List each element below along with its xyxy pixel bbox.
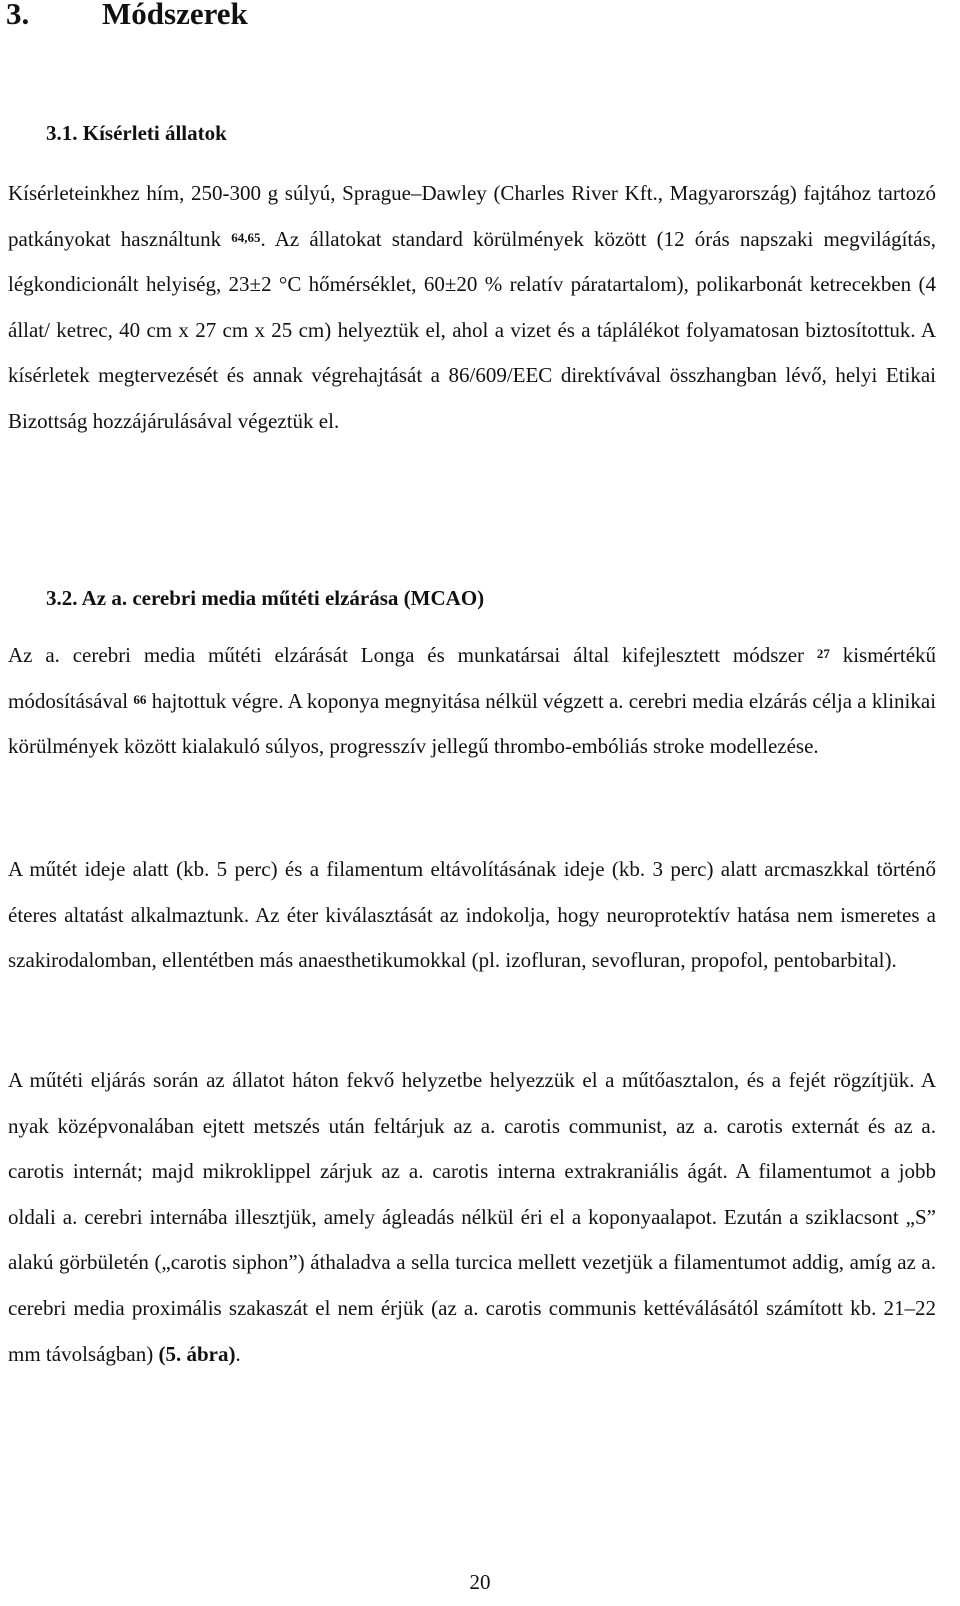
paragraph-text: Kísérleteinkhez hím, 250-300 g súlyú, Sprague–Dawley (Charles River Kft., Magyarország) fajtához tartozó patkányokat használtunk (8, 181, 936, 251)
paragraph-text: hajtottuk végre. A koponya megnyitása nélkül végzett a. cerebri media elzárás célja a klinikai körülmények között kialakuló súlyos, progresszív jellegű thrombo-embóliás stroke modellezése. (8, 688, 937, 759)
citation-reference: 27 (816, 646, 830, 661)
subsection-heading-animals (46, 119, 227, 147)
citation-reference: 66 (133, 691, 147, 707)
paragraph-text: . Az állatokat standard körülmények között (12 órás napszaki megvilágítás, légkondicionált helyiség, 23±2 °C hőmérséklet, 60±20 % relatív páratartalom), polikarbonát ketrecekben (4 állat/ ketrec, 40 cm x 27 cm x 25 cm) helyeztük el, ahol a vizet és a táplálékot folyamatosan biztosítottuk. A kísérletek megtervezését és annak végrehajtását a 86/609/EEC direktívával összhangban lévő, helyi Etikai Bizottság hozzájárulásával végeztük el. (8, 226, 937, 433)
paragraph-text: Az a. cerebri media műtéti elzárását Longa és munkatársai által kifejlesztett módszer (8, 643, 805, 667)
paragraph-text: A műtéti eljárás során az állatot háton fekvő helyzetbe helyezzük el a műtőasztalon, és a fejét rögzítjük. A nyak középvonalában ejtett metszés után feltárjuk az a. carotis communist, az a. carotis externát és az a. carotis internát; majd mikroklippel zárjuk az a. carotis interna extrakraniális ágát. A filamentumot a jobb oldali a. cerebri internába illesztjük, amely ágleadás nélkül éri el a koponyaalapot. Ezután a sziklacsont „S” alakú görbületén („carotis siphon”) áthaladva a sella turcica mellett vezetjük a filamentumot addig, amíg az a. cerebri media proximális szakaszát el nem érjük (az a. carotis communis kettéválásától számított kb. 21–22 mm távolságban) (8, 1068, 936, 1366)
paragraph-mcao-method (8, 633, 936, 770)
paragraph-anaesthesia (8, 847, 936, 984)
subsection-heading-mcao (46, 584, 484, 612)
section-number: 3. (6, 0, 30, 31)
figure-reference: (5. ábra) (158, 1341, 236, 1366)
subsection-number: 3.2. (46, 586, 78, 610)
paragraph-text: kismértékű módosításával (8, 643, 937, 713)
subsection-title: Az a. cerebri media műtéti elzárása (MCAO) (81, 586, 485, 610)
paragraph-surgical-procedure (8, 1058, 936, 1377)
section-heading (6, 0, 248, 32)
citation-reference: 64,65 (231, 229, 261, 245)
page-number: 20 (469, 1570, 491, 1594)
subsection-number: 3.1. (46, 121, 78, 145)
paragraph-text: A műtét ideje alatt (kb. 5 perc) és a filamentum eltávolításának ideje (kb. 3 perc) alatt arcmaszkkal történő éteres altatást alkalmaztunk. Az éter kiválasztását az indokolja, hogy neuroprotektív hatása nem ismeretes a szakirodalomban, ellentétben más anaesthetikumokkal (pl. izofluran, sevofluran, propofol, pentobarbital). (8, 857, 936, 973)
paragraph-text: . (235, 1341, 241, 1366)
section-title: Módszerek (102, 0, 248, 31)
paragraph-animals (8, 171, 936, 445)
subsection-title: Kísérleti állatok (82, 121, 227, 145)
